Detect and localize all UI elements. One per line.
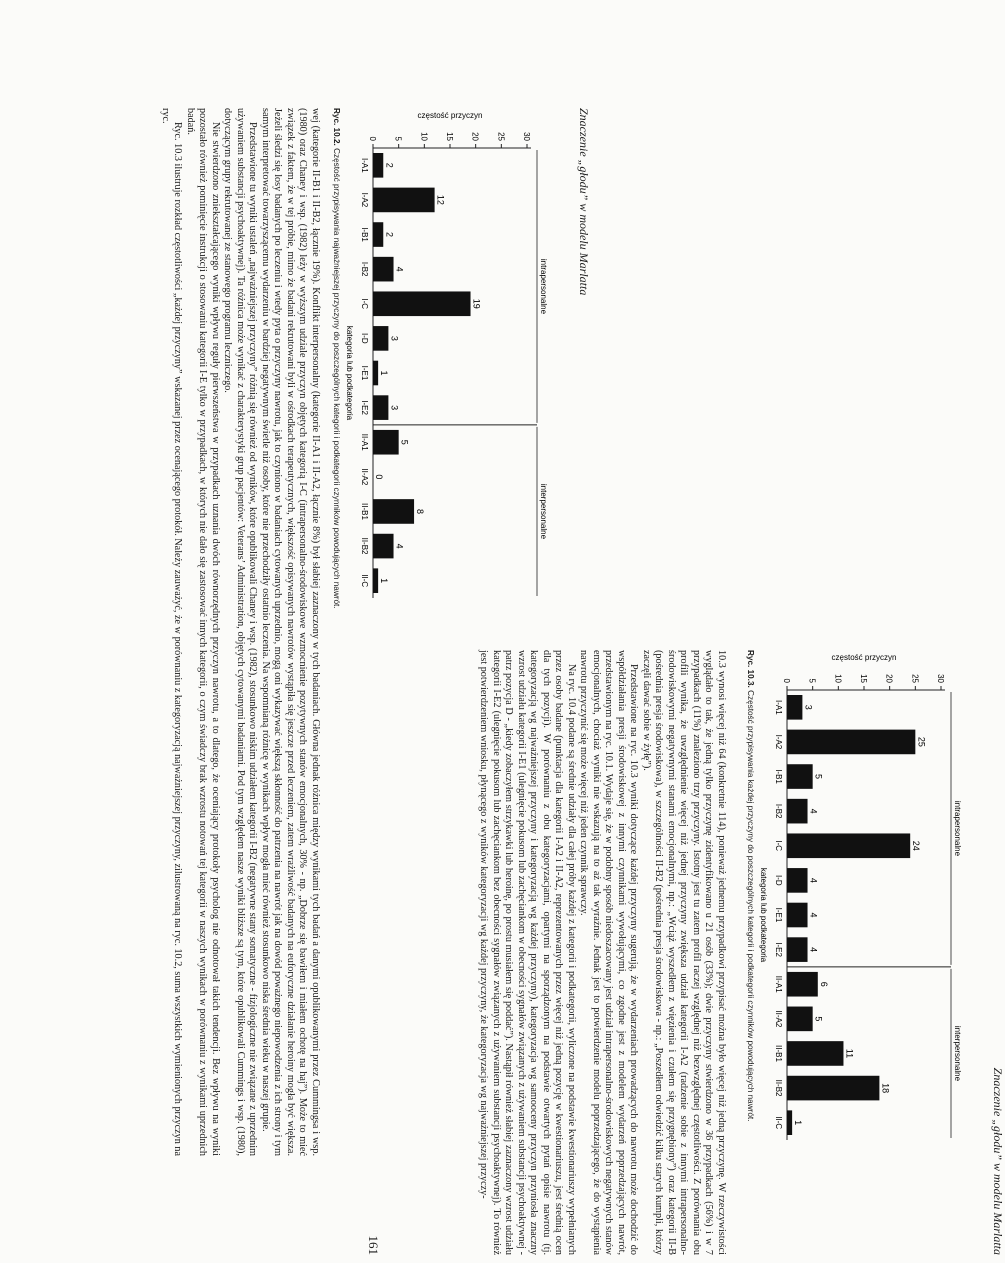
bar-value-label: 1: [379, 578, 390, 584]
bar-value-label: 5: [399, 439, 410, 445]
bar-value-label: 5: [813, 774, 824, 780]
bar-value-label: 6: [818, 981, 829, 987]
x-tick-label: II-B1: [774, 1045, 783, 1062]
bar: [373, 291, 471, 316]
running-head: Znaczenie „głodu” w modelu Marlatta: [991, 1067, 1005, 1255]
bar: [787, 833, 910, 858]
bar: [373, 430, 399, 455]
bar-value-label: 4: [394, 543, 405, 549]
bar-value-label: 4: [808, 947, 819, 953]
chart-figure-10-2: [343, 108, 553, 608]
x-tick-label: I-B1: [360, 227, 369, 242]
figure-10-3: [745, 650, 967, 1255]
body-text: [159, 108, 322, 1156]
paragraph: Nie stwierdzono zniekształcającego wyniki wpływu reguły pierwszeństwa w przypadkach uznania dwóch równorzędnych przyczyn nawrotu, a to dlatego, że oceniający protokoły psycholog nie odnotował takich tendencji. Bez wpływu na wyniki pozostało również pominięcie instrukcji o stosowaniu kategorii I-E tylko w przypadkach, w których nie dało się zastosować innych kategorii, o czym świadczy brak wzrostu notowań tej kategorii w naszych wynikach w porównaniu z wynikami uprzednich badań.: [185, 108, 221, 1156]
x-tick-label: I-A1: [774, 699, 783, 715]
page-161: [366, 650, 1005, 1255]
bar: [787, 695, 802, 720]
x-tick-label: II-B1: [360, 503, 369, 520]
x-tick-label: II-A2: [360, 468, 369, 486]
x-tick-label: I-A2: [360, 192, 369, 208]
x-tick-label: I-E2: [360, 400, 369, 415]
bar-value-label: 4: [808, 912, 819, 918]
x-tick-label: I-B2: [360, 261, 369, 277]
bar-value-label: 3: [803, 704, 814, 710]
bar-value-label: 19: [471, 298, 482, 309]
bar: [787, 1110, 792, 1135]
x-tick-label: II-C: [360, 574, 369, 588]
bar-value-label: 1: [793, 1120, 804, 1126]
bar-value-label: 11: [844, 1048, 855, 1059]
bar: [373, 395, 388, 420]
caption-label: Ryc. 10.2.: [332, 108, 341, 146]
x-tick-label: I-E1: [774, 907, 783, 923]
chart-figure-10-3: [757, 650, 967, 1150]
bar: [373, 257, 394, 282]
bar: [787, 1041, 843, 1066]
y-tick-label: 10: [419, 132, 429, 141]
bar-value-label: 12: [435, 194, 446, 205]
y-tick-label: 25: [910, 674, 920, 683]
bar-value-label: 4: [394, 266, 405, 272]
page-number: 161: [366, 1235, 381, 1255]
bar: [787, 1076, 879, 1101]
caption-label: Ryc. 10.3.: [746, 650, 755, 688]
x-tick-label: I-B1: [774, 769, 783, 784]
bar: [787, 868, 808, 893]
x-tick-label: I-C: [360, 298, 369, 310]
x-tick-label: I-A2: [774, 734, 783, 750]
x-axis-label: kategoria lub podkategoria: [759, 867, 768, 963]
bar-value-label: 2: [384, 162, 395, 168]
x-tick-label: II-A2: [774, 1010, 783, 1028]
bar: [373, 361, 378, 386]
y-tick-label: 15: [445, 132, 454, 141]
x-tick-label: I-C: [774, 840, 783, 852]
y-tick-label: 15: [859, 674, 868, 683]
bar: [787, 730, 915, 755]
bar: [373, 222, 383, 247]
bar: [787, 799, 808, 824]
bar: [787, 764, 813, 789]
bar: [787, 972, 818, 997]
bar-value-label: 4: [808, 877, 819, 883]
bar-value-label: 25: [916, 736, 927, 747]
x-tick-label: I-D: [360, 333, 369, 344]
bar-value-label: 3: [389, 335, 400, 341]
y-tick-label: 10: [833, 674, 843, 683]
y-axis-label: częstość przyczyn: [831, 653, 897, 662]
group-label: intrapersonalne: [953, 800, 962, 857]
paragraph: Ryc. 10.3 ilustruje rozkład częstotliwości „każdej przyczyny” wskazanej przez ocenającego protokół. Należy zauważyć, że w porównaniu z kategoryzacją najważniejszej przyczyny, zilustrowaną na ryc. 10.2, suma wszystkich wymienionych przyczyn na ryc.: [160, 108, 184, 1156]
group-label: intrapersonalne: [539, 258, 548, 315]
paragraph: 10.3 wynosi więcej niż 64 (konkretnie 114), ponieważ jednemu przypadkowi przypisać można było więcej niż jedną przyczynę. W rzeczywistości wyglądało to tak, że jedną tylko przyczynę zidentyfikowano u 21 osób (33%); dwie przyczyny stwierdzono w 36 przypadkach (56%) i w 7 przypadkach (11%) znaleziono trzy przyczyny. Istotny jest tu zatem profil raczej względnej niż bezwzględnej częstotliwości. Z porównania obu profili wynika, że uwzględnienie więcej niż jednej przyczyny zwiększa udział kategorii I-A2 (radzenie sobie z innymi intrapersonalno-środowiskowymi negatywnymi stanami emocjonalnymi, np.: „Wciąż wyszedłem z więzienia i czułem się przygnębiony”) oraz kategorii II-B (pośrednia presja środowiskowa), w szczególności II-B2 (pośrednia presja środowiskowa - np.: „Poszedłem odwiedzić kilku starych kumpli, którzy zaczęli dawać sobie w żyłę”).: [641, 650, 727, 1255]
bar: [373, 534, 394, 559]
bar: [787, 903, 808, 928]
x-tick-label: II-B2: [360, 537, 369, 555]
y-tick-label: 20: [470, 132, 480, 141]
bar-value-label: 8: [415, 508, 426, 514]
caption-text: Częstość przypisywania każdej przyczyny do poszczególnych kategorii i podkategorii czynników powodujących nawrót.: [746, 690, 755, 1122]
paragraph: Na ryc. 10.4 podane są średnie udziały dla całej próby każdej z kategorii i podkategorii, wyliczone na podstawie kwestionariuszy wypełnianych przez osoby badane (punktacja dla kategorii I-A2 i II-A2, reprezentowanych przez więcej niż jedną pozycję w kwestionariuszu, jest średnią ocen dla tych pozycji). W porównaniu z obu kategoryzacjami, opartymi na sporządzonym na podstawie otwartych pytań opisie nawrotu (tj. kategoryzacją wg najważniejszej przyczyny i kategoryzacją wg każdej przyczyny), kategoryzacja wg samooceny przyczyn przyniosła znaczny wzrost udziału kategorii I-E1 (ulegnięcie pokusom lub zachęciankom w obecności sygnałów związanych z używaniem substancji psychoaktywnej - patrz pozycja D - „kiedy zobaczyłem strzykawki lub heroinę, po prostu musiałem się poddać”). Nastąpił również słabiej zaznaczony wzrost udziału kategorii I-E2 (ulegnięcie pokusom lub zachęciankom bez obecności sygnałów związanych z używaniem substancji psychoaktywnej). To również jest potwierdzeniem wniosku, płynącego z wyników kategoryzacji wg każdej przyczyny, że kategoryzacja wg najważniejszej przyczy-: [478, 650, 577, 1255]
y-tick-label: 20: [884, 674, 894, 683]
y-tick-label: 30: [522, 132, 531, 141]
bar: [787, 1007, 813, 1032]
figure-caption: [331, 108, 341, 1156]
y-tick-label: 30: [936, 674, 945, 683]
bar-value-label: 4: [808, 808, 819, 814]
y-tick-label: 5: [807, 678, 817, 683]
bar: [373, 499, 414, 524]
figure-caption: [745, 650, 755, 1255]
y-tick-label: 5: [393, 136, 403, 141]
x-tick-label: II-A1: [774, 975, 783, 993]
x-axis-label: kategoria lub podkategoria: [345, 325, 354, 421]
body-text: [477, 650, 727, 1255]
x-tick-label: I-D: [774, 875, 783, 886]
x-tick-label: I-E1: [360, 365, 369, 381]
bar: [373, 326, 388, 351]
group-label: interpersonalne: [539, 483, 548, 540]
bar: [373, 568, 378, 593]
x-tick-label: II-C: [774, 1116, 783, 1130]
x-tick-label: I-B2: [774, 803, 783, 819]
paragraph: wej (kategorie II-B1 i II-B2, łącznie 19%). Konflikt interpersonalny (kategorie II-A1 i II-A2, łącznie 8%) był słabiej zaznaczony w tych badaniach. Główna jednak różnica między wynikami tych badań a danymi opublikowanymi przez Cummingsa i wsp. (1980) oraz Chaney i wsp. (1982) leży w wyższym udziale przyczyn objętych kategorią I-C (intrapersonalno-środowiskowe wzmocnienie pozytywnych stanów emocjonalnych, 30% - np. „Dobrze się bawiłem i miałem ochotę na haj”). Może to mieć związek z faktem, że w tej próbie, mimo że badani rekrutowani byli w ośrodkach terapeutycznych, większość opisywanych nawrotów wystąpiła się jeszcze przed leczeniem, zatem wrażliwość badanych na euforyczne działanie heroiny mogła być większa. Jeżeli śledzi się losy badanych po leczeniu i wtedy pyta o przyczyny nawrotu, jak to czyniono w badaniach cytowanych uprzednio, mogą oni wykazywać większą skłonność do patrzenia na nawrót jak na dowód poważnego niepowodzenia z ich strony i tym samym interpretować towarzyszącemu wydarzeniu w bardziej negatywnym świetle niż osoby, które nie przechodziły ostatnio leczenia. Na wspomnianą różnicę w wynikach wpływ mogła mieć również stosunkowo niska średnia wieku w naszej grupie.: [260, 108, 321, 1156]
bar: [787, 937, 808, 962]
caption-text: Częstość przypisywania najważniejszej przyczyny do poszczególnych kategorii i podkategorii czynników powodujących nawrót.: [332, 148, 341, 609]
bar-value-label: 18: [880, 1083, 891, 1094]
x-tick-label: I-E2: [774, 942, 783, 957]
bar-value-label: 5: [813, 1016, 824, 1022]
paragraph: Przedstawione tu wyniki ustaleń „najważniejszej przyczyny” różnią się również od wyników, które opublikowali Chaney i wsp. (1982), stosunkowo niskim udziałem kategorii I-B2 (negatywne stany somatyczne - fizjologiczne nie związane z uprzednim używaniem substancji psychoaktywnej). Ta różnica może wynikać z charakterystyki grup pacjentów: Veterans’ Administration, objętych cytowanymi badaniami. Pod tym względem nasze wyniki bliższe są tym, które opublikowali Cummings i wsp. (1980), dotyczącym grupy rekrutowanej ze stanowego programu leczniczego.: [222, 108, 259, 1156]
bar-value-label: 1: [379, 370, 390, 376]
y-tick-label: 0: [368, 136, 377, 141]
y-tick-label: 25: [496, 132, 506, 141]
x-tick-label: II-A1: [360, 433, 369, 451]
bar-value-label: 0: [374, 474, 384, 480]
bar-value-label: 24: [911, 840, 922, 851]
y-tick-label: 0: [782, 678, 791, 683]
bar: [373, 153, 383, 178]
bar-value-label: 3: [389, 405, 400, 411]
bar-value-label: 2: [384, 232, 395, 238]
y-axis-label: częstość przyczyn: [417, 111, 483, 120]
running-head: Znaczenie „głodu” w modelu Marlatta: [577, 108, 591, 296]
paragraph: Przedstawione na ryc. 10.3 wyniki dotyczące każdej przyczyny sugerują, że w wydarzeniach prowadzących do nawrotu może dochodzić do współdziałania presji środowiskowej z innymi czynnikami wywołującymi, co zgodne jest z modelem wydarzeń poprzedzających nawrót, przedstawionym na ryc. 10.1. Wydaje się, że w podobny sposób niedoszacowany jest udział intrapersonalno-środowiskowych negatywnych stanów emocjonalnych, chociaż wyniki nie wskazują na to aż tak wyraźnie. Jednak jest to potwierdzenie modelu poprzedzającego, że do wystąpienia nawrotu przyczynić się może więcej niż jeden czynnik sprawczy.: [578, 650, 640, 1255]
x-tick-label: I-A1: [360, 157, 369, 173]
group-label: interpersonalne: [953, 1025, 962, 1082]
bar: [373, 188, 435, 213]
x-tick-label: II-B2: [774, 1079, 783, 1097]
